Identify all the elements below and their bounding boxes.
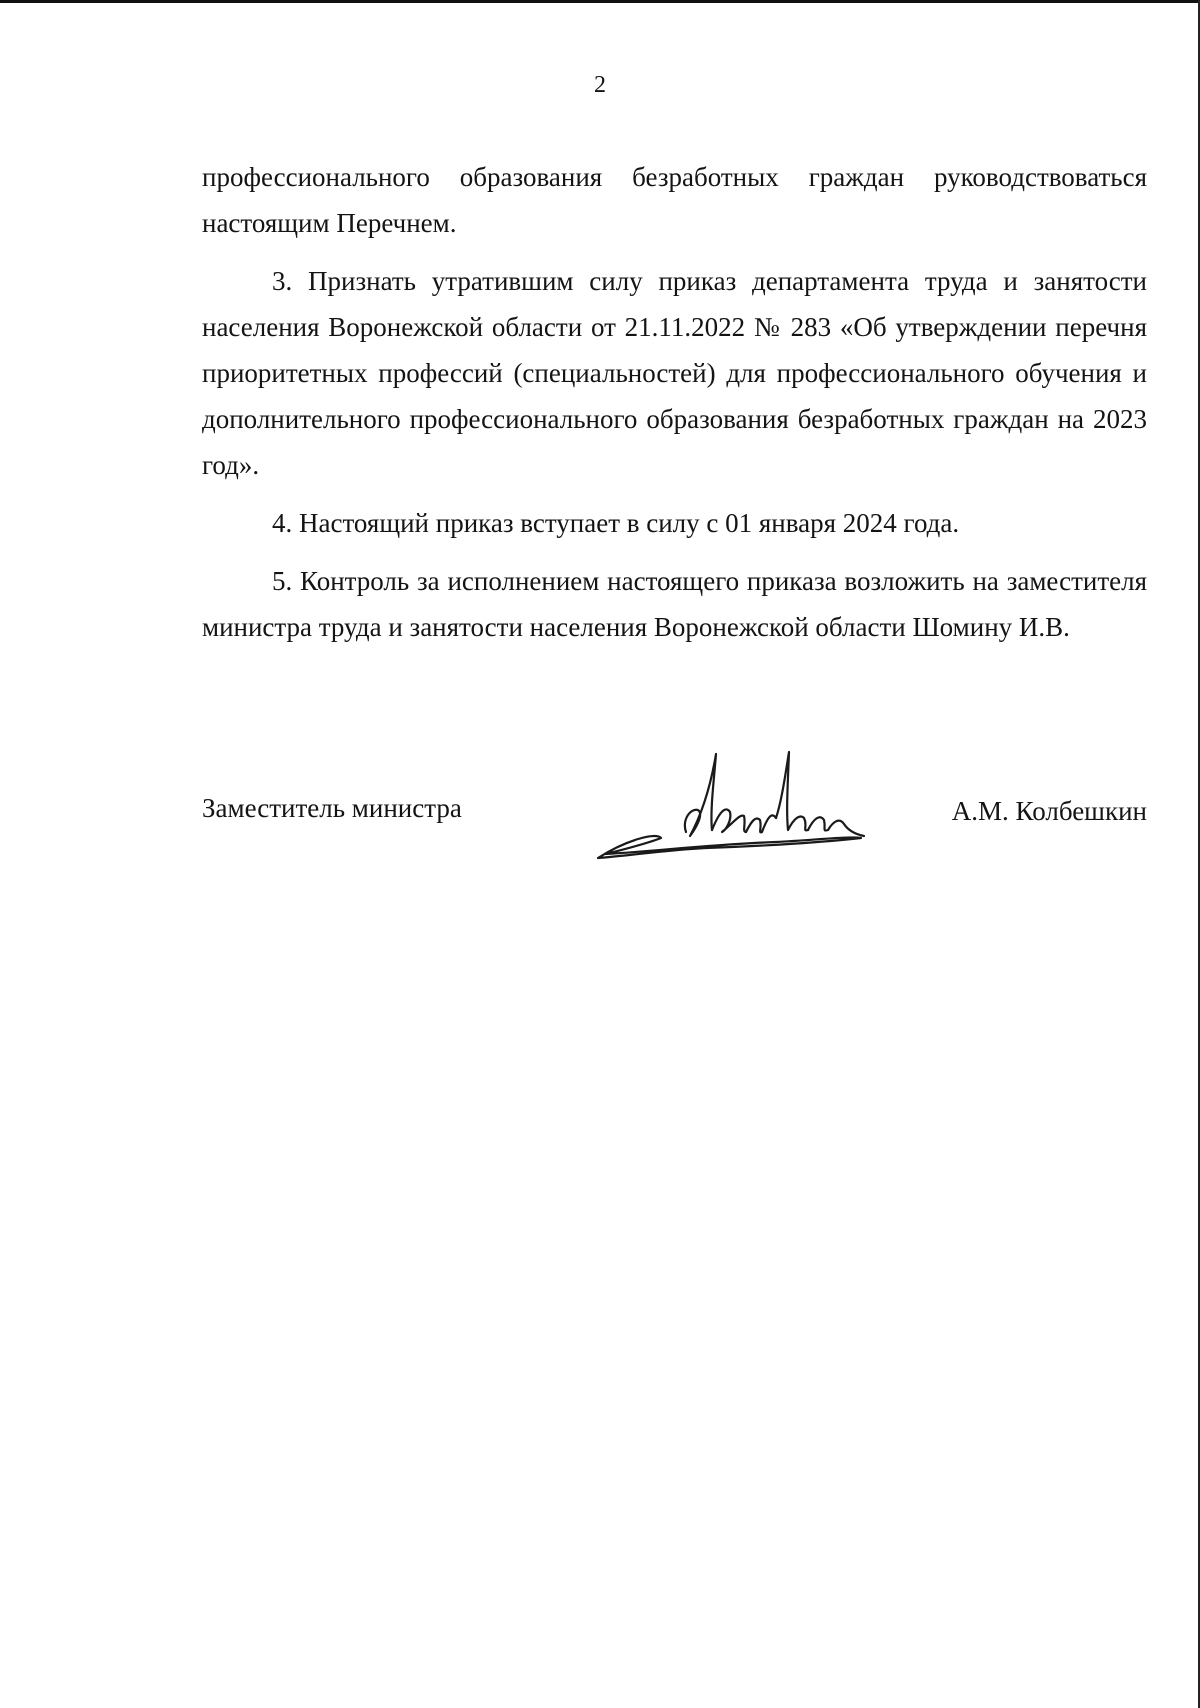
paragraph-item-3: 3. Признать утратившим силу приказ департамента труда и занятости населения Воронежской области от 21.11.2022 № 283 «Об утверждении перечня приоритетных профессий (специальностей) для профессионального обучения и дополнительного профессионального образования безработных граждан на 2023 год». [202, 266, 1147, 480]
page-number: 2 [594, 72, 606, 98]
signatory-position: Заместитель министра [202, 793, 462, 823]
paragraph-continuation: профессионального образования безработных граждан руководствоваться настоящим Перечнем. [202, 162, 1147, 238]
handwritten-signature [586, 740, 886, 880]
paragraph-item-5: 5. Контроль за исполнением настоящего приказа возложить на заместителя министра труда и занятости населения Воронежской области Шомину И.В. [202, 566, 1147, 642]
scan-edge-top [0, 0, 1200, 3]
document-body [202, 154, 1147, 662]
paragraph-item-4: 4. Настоящий приказ вступает в силу с 01 января 2024 года. [272, 508, 960, 538]
signatory-name: А.М. Колбешкин [951, 796, 1147, 826]
